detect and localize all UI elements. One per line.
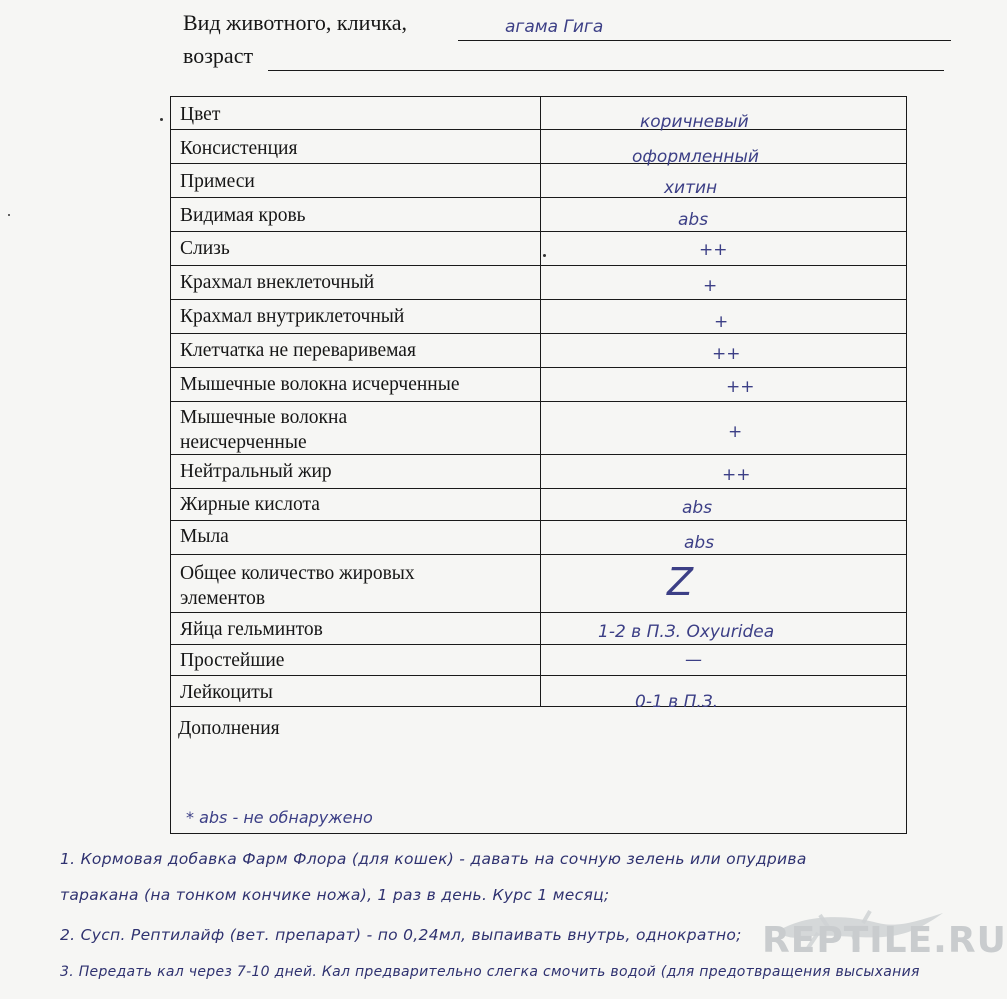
row-label-intracellular-starch: Крахмал внутриклеточный [180,306,405,327]
species-underline [458,40,951,41]
additions-note: * abs - не обнаружено [186,808,373,827]
row-label-striated-muscle-fibers: Мышечные волокна исчерченные [180,374,460,395]
row-label-leukocytes: Лейкоциты [180,682,273,703]
stray-dot [160,118,163,121]
row-label-non-striated-muscle-fibers: Мышечные волокна неисчерченные [180,407,348,453]
value-fatty-acids: abs [682,498,713,518]
row-label-total-fat-elements: Общее количество жировых элементов [180,563,415,609]
row-label-consistency: Консистенция [180,138,298,159]
value-leukocytes: 0-1 в П.З. [635,692,719,712]
value-mucus: ++ [699,240,728,260]
stray-dot [8,214,10,216]
value-helminth-eggs: 1-2 в П.З. Oxyuridea [598,622,775,642]
note-line-3: 2. Сусп. Рептилайф (вет. препарат) - по 0,24мл, выпаивать внутрь, однократно; [60,926,742,944]
row-label-soaps: Мыла [180,526,229,547]
value-non-striated-muscle-fibers: + [728,422,743,442]
value-consistency: оформленный [632,147,759,167]
value-impurities: хитин [664,178,718,198]
value-indigestible-fiber: ++ [712,344,741,364]
row-label-helminth-eggs: Яйца гельминтов [180,619,323,640]
age-label: возраст [183,43,254,68]
row-label-indigestible-fiber: Клетчатка не переваривемая [180,340,416,361]
value-protozoa: — [685,650,702,670]
row-label-fatty-acids: Жирные кислота [180,494,320,515]
row-label-extracellular-starch: Крахмал внеклеточный [180,272,375,293]
value-neutral-fat: ++ [722,465,751,485]
species-value: агама Гига [505,17,604,37]
watermark-text: REPTILE.RU [762,920,1007,961]
species-label: Вид животного, кличка, [183,10,408,35]
row-divider [170,676,907,707]
note-line-2: таракана (на тонком кончике ножа), 1 раз в день. Курс 1 месяц; [60,886,610,904]
value-striated-muscle-fibers: ++ [726,377,755,397]
row-label-color: Цвет [180,104,221,125]
row-label-visible-blood: Видимая кровь [180,205,306,226]
row-divider [170,232,907,266]
row-divider [170,96,907,130]
note-line-4: 3. Передать кал через 7-10 дней. Кал предварительно слегка смочить водой (для предотвращения высыхания [60,964,920,980]
value-intracellular-starch: + [714,312,729,332]
additions-label: Дополнения [178,718,280,739]
note-line-1: 1. Кормовая добавка Фарм Флора (для кошек) - давать на сочную зелень или опудрива [60,850,807,868]
row-label-mucus: Слизь [180,238,230,259]
row-divider [170,164,907,198]
row-label-neutral-fat: Нейтральный жир [180,461,332,482]
value-total-fat-elements: Z [667,560,694,604]
value-soaps: abs [684,533,715,553]
row-divider [170,521,907,555]
row-label-protozoa: Простейшие [180,650,285,671]
value-extracellular-starch: + [703,276,718,296]
row-label-impurities: Примеси [180,171,255,192]
age-underline [268,70,944,71]
value-color: коричневый [640,112,749,132]
value-visible-blood: abs [678,210,709,230]
